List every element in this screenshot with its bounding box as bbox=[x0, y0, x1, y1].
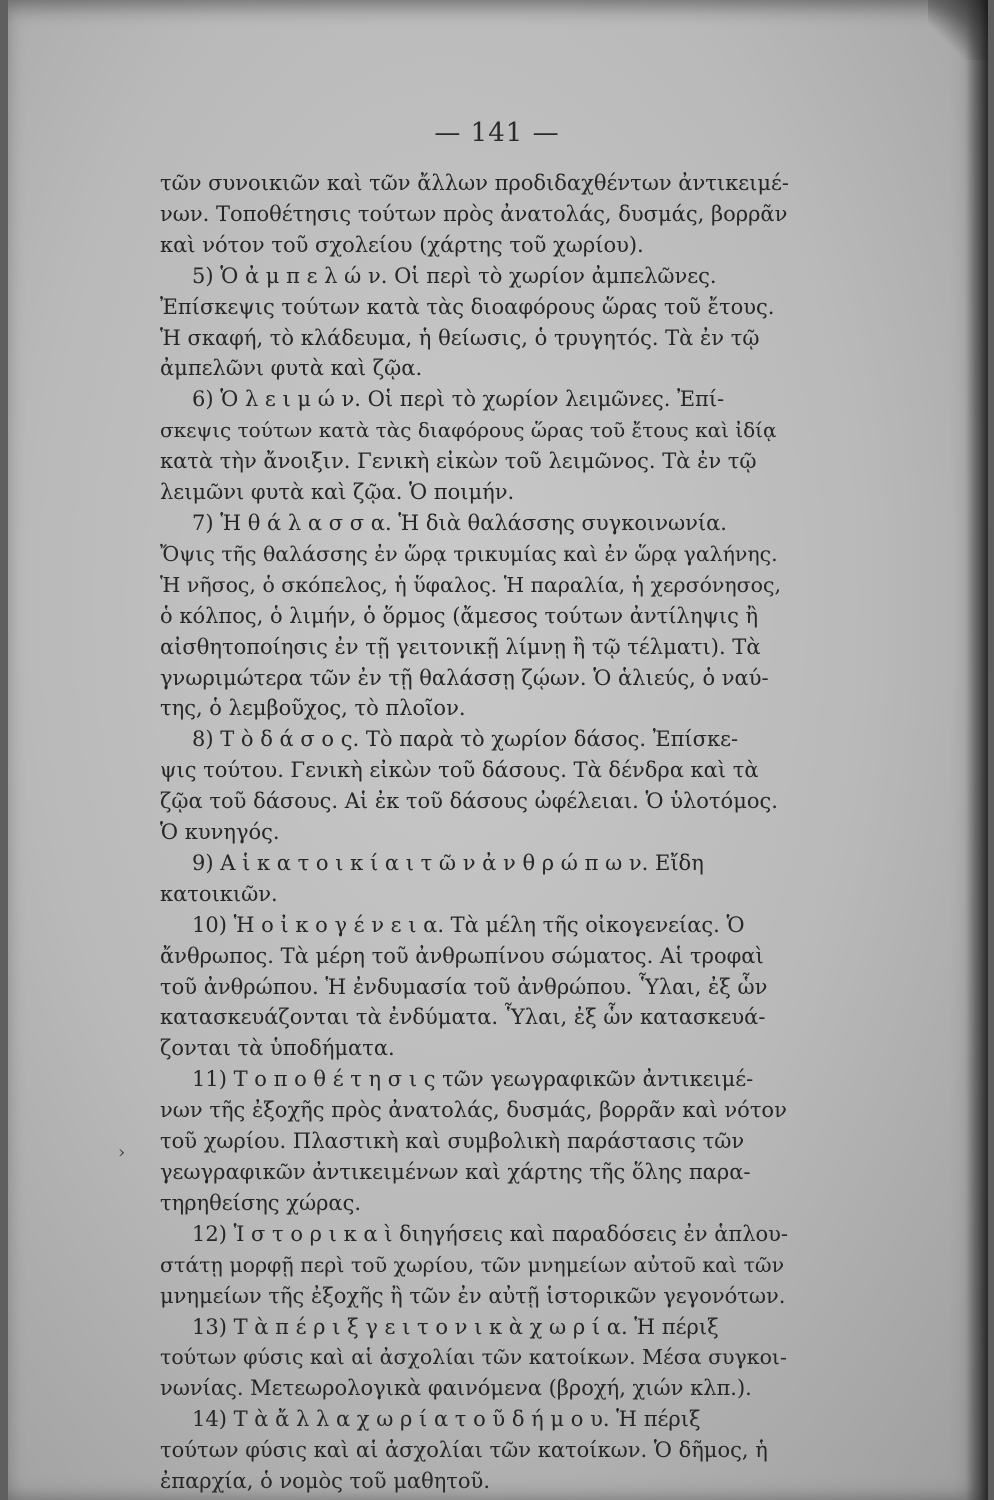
text-line: Ἡ σκαφή, τὸ κλάδευμα, ἡ θείωσις, ὁ τρυγητός. Τὰ ἐν τῷ bbox=[160, 325, 760, 350]
text-line: σκεψις τούτων κατὰ τὰς διαφόρους ὥρας τοῦ ἔτους καὶ ἰδίᾳ bbox=[160, 418, 777, 443]
section-heading-8: 8) Τ ὸ δ ά σ ο ς. Τὸ παρὰ τὸ χωρίον δάσος. Ἐπίσκε- bbox=[192, 727, 739, 752]
text-line: τούτων φύσις καὶ αἱ ἀσχολίαι τῶν κατοίκων. Μέσα συγκοι- bbox=[160, 1345, 787, 1370]
text-line: νων τῆς ἐξοχῆς πρὸς ἀνατολάς, δυσμάς, βορρᾶν καὶ νότον bbox=[160, 1098, 787, 1123]
text-line: ἐπαρχία, ὁ νομὸς τοῦ μαθητοῦ. bbox=[160, 1469, 491, 1494]
text-line: τηρηθείσης χώρας. bbox=[160, 1190, 362, 1215]
margin-mark: › bbox=[118, 1142, 126, 1163]
text-line: μνημείων τῆς ἐξοχῆς ἢ τῶν ἐν αὐτῇ ἱστορικῶν γεγονότων. bbox=[160, 1283, 786, 1308]
text-line: γεωγραφικῶν ἀντικειμένων καὶ χάρτης τῆς ὅλης παρα- bbox=[160, 1160, 751, 1184]
text-line: αἰσθητοποίησις ἐν τῇ γειτονικῇ λίμνῃ ἢ τῷ τέλματι). Τὰ bbox=[160, 634, 761, 659]
text-line: τοῦ ἀνθρώπου. Ἡ ἐνδυμασία τοῦ ἀνθρώπου. Ὗλαι, ἐξ ὧν bbox=[160, 974, 768, 999]
text-line: ζῷα τοῦ δάσους. Αἱ ἐκ τοῦ δάσους ὠφέλειαι. Ὁ ὑλοτόμος. bbox=[160, 789, 778, 814]
text-line: τῶν συνοικιῶν καὶ τῶν ἄλλων προδιδαχθέντων ἀντικειμέ- bbox=[160, 171, 789, 195]
text-line: κατοικιῶν. bbox=[160, 881, 278, 906]
section-heading-12: 12) Ἱ σ τ ο ρ ι κ α ὶ διηγήσεις καὶ παραδόσεις ἐν ἁπλου- bbox=[192, 1221, 789, 1246]
text-line: λειμῶνι φυτὰ καὶ ζῷα. Ὁ ποιμήν. bbox=[160, 480, 515, 505]
section-heading-11: 11) Τ ο π ο θ έ τ η σ ι ς τῶν γεωγραφικῶν ἀντικειμέ- bbox=[192, 1067, 754, 1092]
text-line: Ὁ κυνηγός. bbox=[160, 820, 280, 845]
text-line: ἄνθρωπος. Τὰ μέρη τοῦ ἀνθρωπίνου σώματος. Αἱ τροφαὶ bbox=[160, 943, 764, 968]
section-heading-7: 7) Ἡ θ ά λ α σ σ α. Ἡ διὰ θαλάσσης συγκοινωνία. bbox=[192, 510, 727, 535]
body-text bbox=[160, 168, 790, 1497]
text-line: Ἐπίσκεψις τούτων κατὰ τὰς διοαφόρους ὥρας τοῦ ἔτους. bbox=[160, 294, 775, 319]
text-line: ζονται τὰ ὑποδήματα. bbox=[160, 1036, 395, 1061]
text-line: γνωριμώτερα τῶν ἐν τῇ θαλάσσῃ ζῴων. Ὁ ἁλιεύς, ὁ ναύ- bbox=[160, 665, 769, 690]
text-line: στάτῃ μορφῇ περὶ τοῦ χωρίου, τῶν μνημείων αὐτοῦ καὶ τῶν bbox=[160, 1252, 785, 1277]
section-heading-13: 13) Τ ὰ π έ ρ ι ξ γ ε ι τ ο ν ι κ ὰ χ ω ρ ί α. Ἡ πέριξ bbox=[192, 1314, 719, 1339]
section-heading-9: 9) Α ἱ κ α τ ο ι κ ί α ι τ ῶ ν ἀ ν θ ρ ώ π ω ν. Εἴδη bbox=[192, 850, 704, 875]
text-line: ὁ κόλπος, ὁ λιμήν, ὁ ὅρμος (ἄμεσος τούτων ἀντίληψις ἢ bbox=[160, 603, 759, 628]
text-line: ψις τούτου. Γενικὴ εἰκὼν τοῦ δάσους. Τὰ δένδρα καὶ τὰ bbox=[160, 758, 759, 783]
text-line: νων. Τοποθέτησις τούτων πρὸς ἀνατολάς, δυσμάς, βορρᾶν bbox=[160, 201, 788, 226]
section-heading-6: 6) Ὁ λ ε ι μ ώ ν. Οἱ περὶ τὸ χωρίον λειμῶνες. Ἐπί- bbox=[192, 387, 725, 412]
text-line: τούτων φύσις καὶ αἱ ἀσχολίαι τῶν κατοίκων. Ὁ δῆμος, ἡ bbox=[160, 1438, 768, 1463]
text-line: Ὄψις τῆς θαλάσσης ἐν ὥρᾳ τρικυμίας καὶ ἐν ὥρᾳ γαλήνης. bbox=[160, 541, 778, 566]
text-line: τοῦ χωρίου. Πλαστικὴ καὶ συμβολικὴ παράστασις τῶν bbox=[160, 1129, 745, 1154]
text-line: νωνίας. Μετεωρολογικὰ φαινόμενα (βροχή, χιών κλπ.). bbox=[160, 1376, 752, 1401]
section-heading-14: 14) Τ ὰ ἄ λ λ α χ ω ρ ί α τ ο ῦ δ ή μ ο υ. Ἡ πέριξ bbox=[192, 1407, 701, 1432]
section-heading-10: 10) Ἡ ο ἰ κ ο γ έ ν ε ι α. Τὰ μέλη τῆς οἰκογενείας. Ὁ bbox=[192, 912, 745, 937]
text-line: Ἡ νῆσος, ὁ σκόπελος, ἡ ὕφαλος. Ἡ παραλία, ἡ χερσόνησος, bbox=[160, 572, 781, 597]
text-line: κατὰ τὴν ἄνοιξιν. Γενικὴ εἰκὼν τοῦ λειμῶνος. Τὰ ἐν τῷ bbox=[160, 449, 757, 474]
text-line: κατασκευάζονται τὰ ἐνδύματα. Ὗλαι, ἐξ ὧν κατασκευά- bbox=[160, 1005, 766, 1030]
section-heading-5: 5) Ὁ ἀ μ π ε λ ώ ν. Οἱ περὶ τὸ χωρίον ἀμπελῶνες. bbox=[192, 263, 717, 288]
page-edge-shadow bbox=[966, 0, 988, 1500]
page-number: — 141 — bbox=[434, 118, 560, 148]
text-line: της, ὁ λεμβοῦχος, τὸ πλοῖον. bbox=[160, 696, 466, 721]
text-line: ἀμπελῶνι φυτὰ καὶ ζῷα. bbox=[160, 356, 423, 381]
text-line: καὶ νότον τοῦ σχολείου (χάρτης τοῦ χωρίου). bbox=[160, 232, 644, 257]
